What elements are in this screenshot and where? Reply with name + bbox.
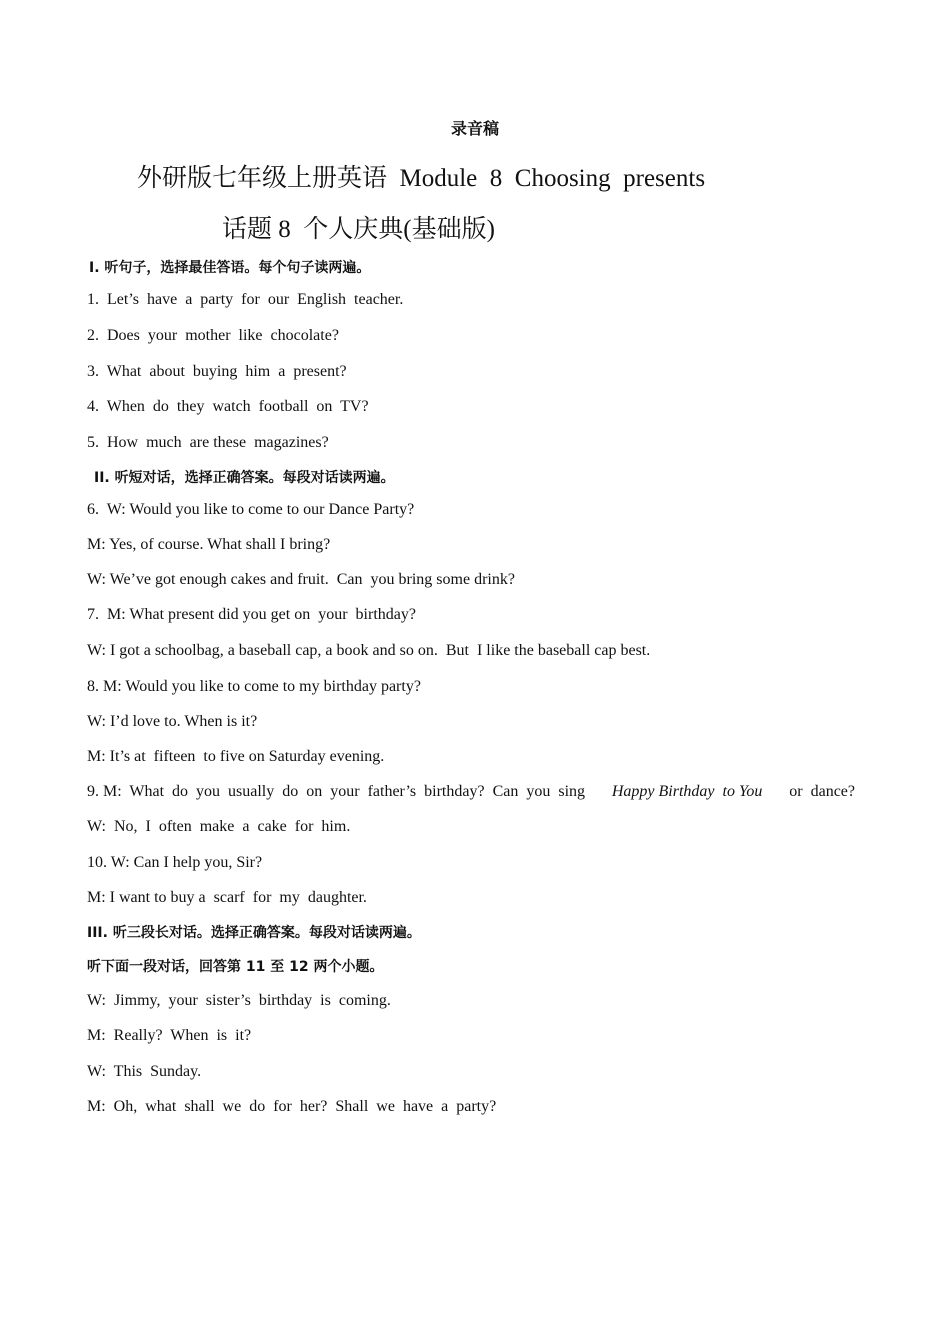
- sentence-3: 3. What about buying him a present?: [87, 363, 347, 380]
- dialogue-line-9-prefix: 9. M: What do you usually do on your father’s birthday? Can you sing: [87, 783, 586, 800]
- dialogue-line-9: [87, 783, 855, 801]
- section-3-subheading: 听下面一段对话，回答第 11 至 12 两个小题。: [87, 959, 384, 975]
- dialogue-line: W: This Sunday.: [87, 1063, 202, 1080]
- dialogue-line: W: No, I often make a cake for him.: [87, 818, 351, 835]
- sentence-5: 5. How much are these magazines?: [87, 434, 329, 451]
- dialogue-line: M: Really? When is it?: [87, 1027, 252, 1044]
- dialogue-line: M: Oh, what shall we do for her? Shall we have a party?: [87, 1098, 497, 1115]
- dialogue-line: 8. M: Would you like to come to my birthday party?: [87, 678, 421, 695]
- document-heading: 录音稿: [450, 119, 499, 138]
- dialogue-line: W: Jimmy, your sister’s birthday is coming.: [87, 992, 391, 1009]
- sentence-2: 2. Does your mother like chocolate?: [87, 327, 339, 344]
- dialogue-line: 7. M: What present did you get on your birthday?: [87, 606, 416, 623]
- dialogue-line: 10. W: Can I help you, Sir?: [87, 854, 263, 871]
- dialogue-line-9-suffix: or dance?: [789, 783, 855, 800]
- dialogue-line: W: I’d love to. When is it?: [87, 713, 258, 730]
- section-2-heading: II. 听短对话，选择正确答案。每段对话读两遍。: [94, 470, 395, 486]
- section-3-heading: III. 听三段长对话。选择正确答案。每段对话读两遍。: [87, 925, 421, 941]
- dialogue-line: M: I want to buy a scarf for my daughter.: [87, 889, 367, 906]
- dialogue-line: 6. W: Would you like to come to our Dance Party?: [87, 501, 415, 518]
- sentence-4: 4. When do they watch football on TV?: [87, 398, 369, 415]
- sentence-1: 1. Let’s have a party for our English teacher.: [87, 291, 404, 308]
- dialogue-line: W: I got a schoolbag, a baseball cap, a book and so on. But I like the baseball cap best.: [87, 642, 651, 659]
- section-1-heading: Ⅰ. 听句子，选择最佳答语。每个句子读两遍。: [89, 260, 371, 276]
- dialogue-line: M: Yes, of course. What shall I bring?: [87, 536, 331, 553]
- dialogue-line: W: We’ve got enough cakes and fruit. Can you bring some drink?: [87, 571, 515, 588]
- song-title: Happy Birthday to You: [611, 783, 763, 800]
- document-title: 外研版七年级上册英语 Module 8 Choosing presents: [137, 165, 706, 192]
- document-subtitle: 话题 8 个人庆典(基础版): [222, 216, 495, 243]
- dialogue-line: M: It’s at fifteen to five on Saturday evening.: [87, 748, 385, 765]
